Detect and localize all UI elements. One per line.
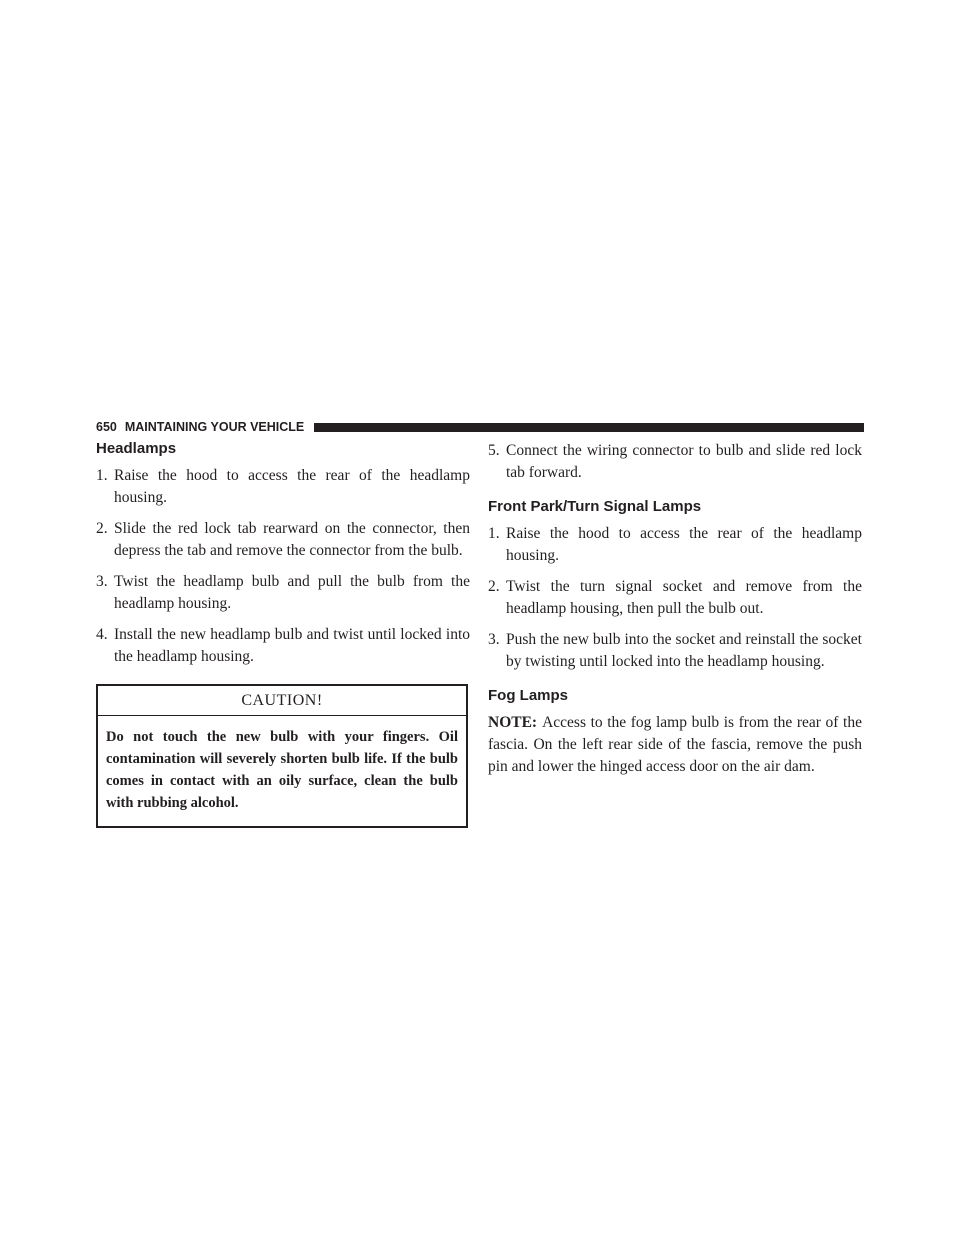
list-item: 2. Slide the red lock tab rearward on the connector, then depress the tab and remove the connector from the bulb. [96,520,470,559]
headlamp-steps-continued [488,440,862,484]
list-item: 2. Twist the turn signal socket and remove from the headlamp housing, then pull the bulb out. [488,578,862,617]
headlamp-steps [96,465,470,668]
note-label: NOTE: [488,714,538,731]
left-column [96,440,470,828]
caution-body: Do not touch the new bulb with your fingers. Oil contamination will severely shorten bulb life. If the bulb comes in contact with an oily surface, clean the bulb with rubbing alcohol. [106,729,458,811]
headlamps-heading: Headlamps [96,440,177,457]
park-turn-heading: Front Park/Turn Signal Lamps [488,498,702,515]
fog-note [488,712,862,778]
page-header [96,418,864,436]
caution-box [96,684,468,828]
page-number: 650 [96,420,117,434]
park-turn-steps [488,523,862,673]
list-item: 3. Push the new bulb into the socket and reinstall the socket by twisting until locked into the headlamp housing. [488,631,862,670]
section-title: MAINTAINING YOUR VEHICLE [124,420,305,434]
note-text: Access to the fog lamp bulb is from the rear of the fascia. On the left rear side of the fascia, remove the push pin and lower the hinged access door on the air dam. [488,714,862,775]
list-item: 4. Install the new headlamp bulb and twist until locked into the headlamp housing. [96,626,470,665]
right-column [488,440,862,778]
list-item: 3. Twist the headlamp bulb and pull the bulb from the headlamp housing. [96,573,470,612]
list-item: 5. Connect the wiring connector to bulb and slide red lock tab forward. [488,442,862,481]
caution-title: CAUTION! [98,686,466,716]
list-item: 1. Raise the hood to access the rear of the headlamp housing. [96,467,470,506]
fog-lamps-heading: Fog Lamps [488,687,569,704]
header-rule [314,423,864,432]
list-item: 1. Raise the hood to access the rear of the headlamp housing. [488,525,862,564]
